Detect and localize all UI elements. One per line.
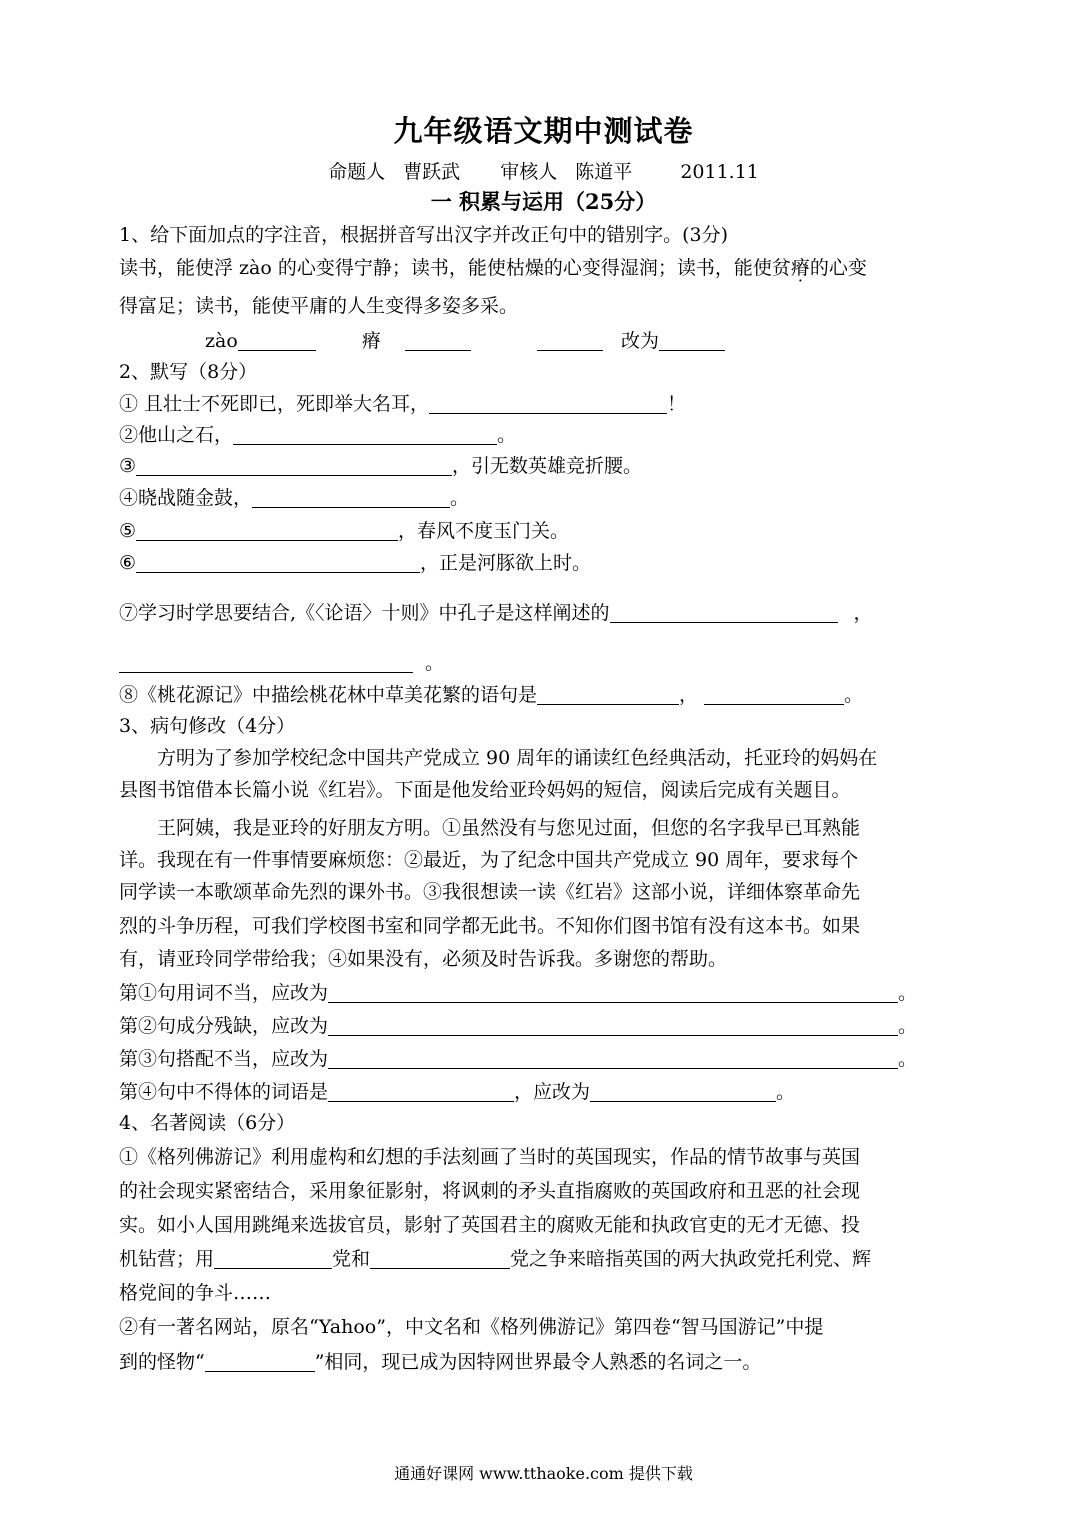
setter-name: 曹跃武 xyxy=(403,161,461,183)
answer-blank[interactable] xyxy=(610,602,838,623)
message-text: 有，请亚玲同学带给我；④如果没有，必须及时告诉我。多谢您的帮助。 xyxy=(119,948,728,970)
question-1-text-cont: 得富足；读书，能使平庸的人生变得多姿多采。 xyxy=(119,295,519,317)
question-3-title: 3、病句修改（4分） xyxy=(119,715,296,737)
answer-line-1: 第①句用词不当，应改为 。 xyxy=(119,982,918,1004)
question-2-title: 2、默写（8分） xyxy=(119,361,258,383)
reviewer-name: 陈道平 xyxy=(575,161,633,183)
answer-blank[interactable] xyxy=(252,487,450,508)
answer-blank[interactable] xyxy=(704,684,844,705)
answer-blank[interactable] xyxy=(136,520,398,541)
question-4-text: ①《格列佛游记》利用虚构和幻想的手法刻画了当时的英国现实，作品的情节故事与英国 xyxy=(119,1146,861,1168)
question-4-text: 机钻营；用 党和 党之争来暗指英国的两大执政党托利党、辉 xyxy=(119,1248,872,1270)
question-4-text: ②有一著名网站，原名“Yahoo”，中文名和《格列佛游记》第四卷“智马国游记”中提 xyxy=(119,1316,824,1338)
answer-line-4: 第④句中不得体的词语是 ，应改为 。 xyxy=(119,1081,796,1103)
recite-line-1: ① 且壮士不死即已，死即举大名耳， ！ xyxy=(119,393,687,415)
answer-blank[interactable] xyxy=(238,330,316,351)
answer-blank[interactable] xyxy=(328,1048,898,1069)
message-text: 烈的斗争历程，可我们学校图书室和同学都无此书。不知你们图书馆有没有这本书。如果 xyxy=(119,915,861,937)
answer-blank[interactable] xyxy=(659,330,725,351)
answer-blank[interactable] xyxy=(429,393,667,414)
answer-blank[interactable] xyxy=(537,330,603,351)
answer-blank[interactable] xyxy=(233,424,497,445)
answer-line-2: 第②句成分残缺，应改为 。 xyxy=(119,1015,918,1037)
answer-blank[interactable] xyxy=(328,982,898,1003)
answer-blank[interactable] xyxy=(205,1351,315,1372)
question-4-text: 实。如小人国用跳绳来选拔官员，影射了英国君主的腐败无能和执政官吏的无才无德、投 xyxy=(119,1214,861,1236)
section-heading: 一 积累与运用（25分） xyxy=(430,189,657,214)
answer-blank[interactable] xyxy=(214,1248,332,1269)
message-text: 王阿姨，我是亚玲的好朋友方明。①虽然没有与您见过面，但您的名字我早已耳熟能 xyxy=(157,817,861,839)
recite-line-3: ③ ，引无数英雄竞折腰。 xyxy=(119,455,643,477)
answer-line-3: 第③句搭配不当，应改为 。 xyxy=(119,1048,918,1070)
answer-blank[interactable] xyxy=(328,1015,898,1036)
recite-line-5: ⑤ ，春风不度玉门关。 xyxy=(119,520,570,542)
question-4-text: 到的怪物“ ”相同，现已成为因特网世界最令人熟悉的名词之一。 xyxy=(119,1351,762,1373)
author-line xyxy=(0,159,1087,185)
reviewer-label: 审核人 xyxy=(500,161,558,183)
question-4-title: 4、名著阅读（6分） xyxy=(119,1112,296,1134)
question-4-text: 格党间的争斗…… xyxy=(119,1282,272,1304)
recite-line-8: ⑧《桃花源记》中描绘桃花林中草美花繁的语句是 ， 。 xyxy=(119,684,864,706)
answer-blank[interactable] xyxy=(136,552,420,573)
recite-line-7-cont: 。 xyxy=(119,651,444,675)
recite-line-7: ⑦学习时学思要结合,《〈论语〉十则》中孔子是这样阐述的 ， xyxy=(119,602,873,624)
setter-label: 命题人 xyxy=(328,161,386,183)
answer-blank[interactable] xyxy=(119,652,413,673)
answer-blank[interactable] xyxy=(370,1248,510,1269)
recite-line-4: ④晓战随金鼓， 。 xyxy=(119,487,470,509)
question-3-intro-cont: 县图书馆借本长篇小说《红岩》。下面是他发给亚玲妈妈的短信，阅读后完成有关题目。 xyxy=(119,779,851,801)
message-text: 同学读一本歌颂革命先烈的课外书。③我很想读一读《红岩》这部小说，详细体察革命先 xyxy=(119,881,861,903)
question-1-title: 1、给下面加点的字注音，根据拼音写出汉字并改正句中的错别字。(3分) xyxy=(119,224,729,246)
answer-blank[interactable] xyxy=(328,1081,514,1102)
message-text: 详。我现在有一件事情要麻烦您：②最近，为了纪念中国共产党成立 90 周年，要求每个 xyxy=(119,849,859,871)
exam-date: 2011.11 xyxy=(680,161,759,183)
question-3-intro: 方明为了参加学校纪念中国共产党成立 90 周年的诵读红色经典活动，托亚玲的妈妈在 xyxy=(157,747,878,769)
answer-blank[interactable] xyxy=(590,1081,776,1102)
question-4-text: 的社会现实紧密结合，采用象征影射，将讽刺的矛头直指腐败的英国政府和丑恶的社会现 xyxy=(119,1180,861,1202)
answer-blank[interactable] xyxy=(537,684,679,705)
answer-blank[interactable] xyxy=(136,455,452,476)
answer-blank[interactable] xyxy=(405,330,471,351)
question-1-text: 读书，能使浮 zào 的心变得宁静；读书，能使枯燥的心变得湿润；读书，能使贫瘠的心变 xyxy=(119,257,867,279)
question-1-answers: zào 瘠 改为 xyxy=(119,329,725,353)
footer-credit: 通通好课网 www.tthaoke.com 提供下载 xyxy=(394,1464,693,1483)
page-title: 九年级语文期中测试卷 xyxy=(393,114,694,148)
recite-line-6: ⑥ ，正是河豚欲上时。 xyxy=(119,552,592,574)
dotted-character: 瘠 xyxy=(790,257,810,279)
recite-line-2: ②他山之石， 。 xyxy=(119,424,517,446)
